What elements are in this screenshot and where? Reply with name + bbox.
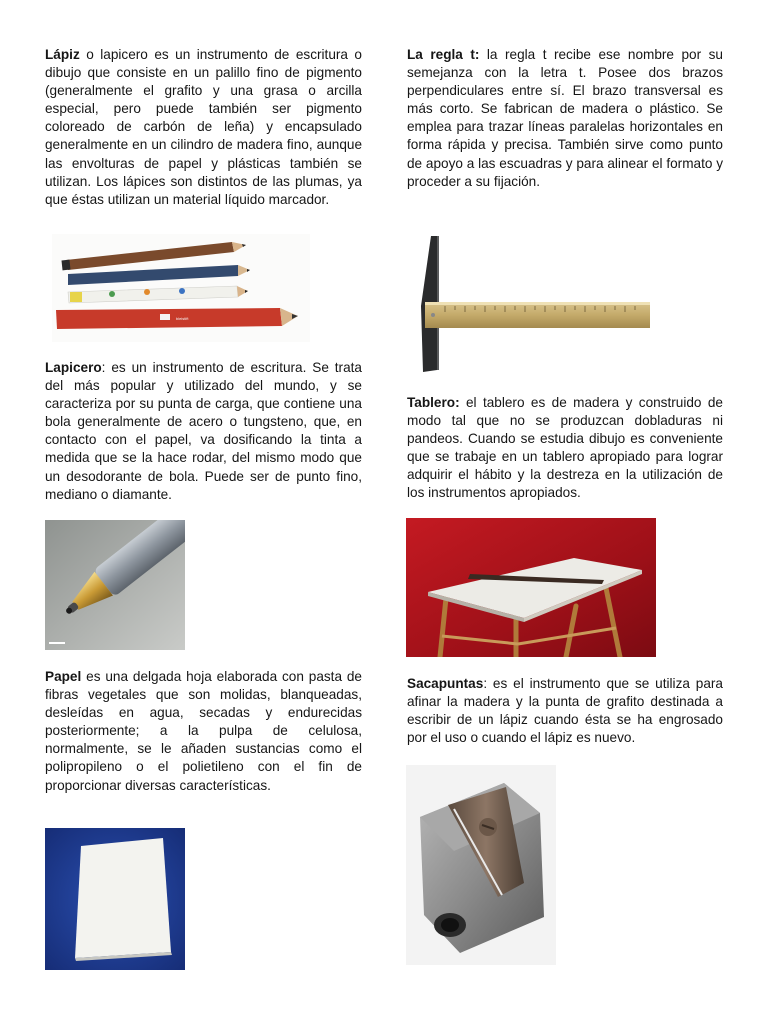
lapicero-paragraph	[45, 359, 362, 504]
pencils-image	[52, 234, 310, 342]
regla-paragraph	[407, 46, 723, 191]
sacapuntas-description: : es el instrumento que se utiliza para afinar la madera y la punta de grafito destinada a escribir de un lápiz cuando ésta se ha engrosado por el uso o cuando el lápiz es nuevo.	[407, 676, 723, 746]
regla-description: la regla t recibe ese nombre por su semejanza con la letra t. Posee dos brazos perpendiculares entre sí. El brazo transversal es más corto. Se fabrican de madera o plástico. Se emplea para trazar líneas paralelas horizontales en forma rápida y precisa. También sirve como punto de apoyo a las escuadras y para alinear el formato y proceder a su fijación.	[407, 47, 723, 189]
tablero-paragraph	[407, 394, 723, 503]
papel-description: es una delgada hoja elaborada con pasta de fibras vegetales que son molidas, blanqueadas, desleídas en agua, secadas y endurecidas posteriormente; a la pulpa de celulosa, normalmente, se le añaden sustancias como el polipropileno o el polietileno con el fin de proporcionar diversas características.	[45, 669, 362, 793]
lapiz-paragraph	[45, 46, 362, 209]
drawing-board-image	[406, 518, 656, 657]
sacapuntas-term: Sacapuntas	[407, 676, 484, 691]
papel-term: Papel	[45, 669, 82, 684]
lapicero-description: : es un instrumento de escritura. Se trata del más popular y utilizado del mundo, y se caracteriza por su punta de carga, que contiene una bola generalmente de acero o tungsteno, que, en contacto con el papel, va dosificando la tinta a medida que se la hace rodar, del mismo modo que un desodorante de bola. Puede ser de punto fino, mediano o diamante.	[45, 360, 362, 502]
t-square-image	[415, 234, 653, 376]
lapicero-term: Lapicero	[45, 360, 102, 375]
ballpoint-pen-image	[45, 520, 185, 650]
lapiz-term: Lápiz	[45, 47, 80, 62]
tablero-term: Tablero:	[407, 395, 460, 410]
paper-sheet-image	[45, 828, 185, 970]
papel-paragraph	[45, 668, 362, 795]
svg-text:bleistift: bleistift	[176, 316, 189, 321]
lapiz-description: o lapicero es un instrumento de escritura o dibujo que consiste en un palillo fino de pigmento (generalmente el grafito y una grasa o arcilla especial, pero puede también ser pigmento coloreado de carbón de leña) y encapsulado generalmente en un cilindro de madera fino, aunque las envolturas de papel y plásticas también se utilizan. Los lápices son distintos de las plumas, ya que éstas utilizan un material líquido marcador.	[45, 47, 362, 207]
tablero-description: el tablero es de madera y construido de modo tal que no se produzcan dobladuras ni pandeos. Cuando se estudia dibujo es conveniente que se trabaje en un tablero apropiado para lograr adquirir el hábito y la destreza en la utilización de los instrumentos apropiados.	[407, 395, 723, 501]
regla-term: La regla t:	[407, 47, 480, 62]
sharpener-image	[406, 765, 556, 965]
sacapuntas-paragraph	[407, 675, 723, 747]
